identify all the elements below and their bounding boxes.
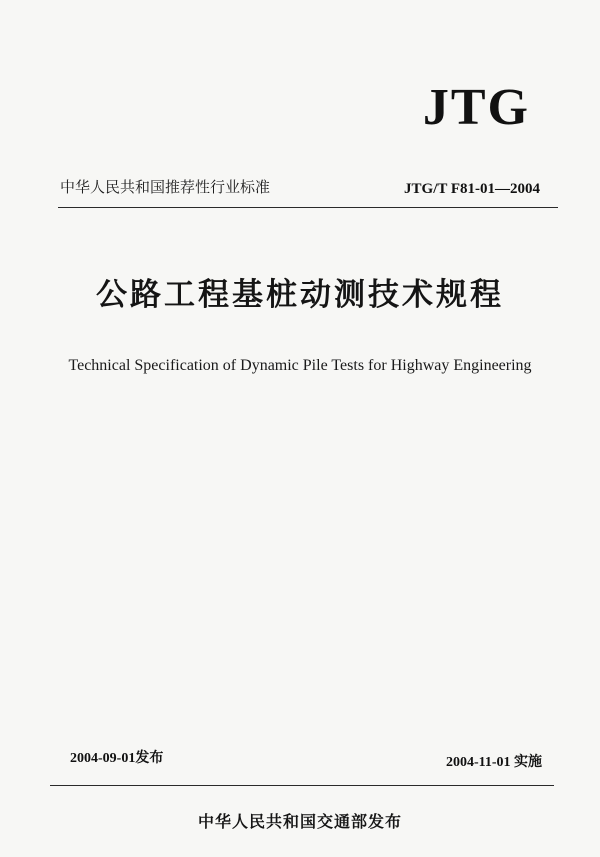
standard-category-label: 中华人民共和国推荐性行业标准 xyxy=(60,178,271,196)
publisher: 中华人民共和国交通部发布 xyxy=(197,812,402,831)
jtg-logo: JTG xyxy=(422,79,530,136)
issue-date: 2004-09-01 xyxy=(70,751,136,766)
implementation-date-line xyxy=(446,753,542,772)
issue-date-line xyxy=(70,749,163,768)
issue-label: 发布 xyxy=(135,750,164,766)
footer-divider xyxy=(50,785,554,786)
implementation-date: 2004-11-01 xyxy=(445,755,511,770)
header-divider xyxy=(58,207,558,208)
implementation-label: 实施 xyxy=(514,754,542,770)
standard-code: JTG/T F81-01—2004 xyxy=(404,181,540,197)
document-title-english: Technical Specification of Dynamic Pile Tests for Highway Engineering xyxy=(68,357,532,374)
document-title-chinese: 公路工程基桩动测技术规程 xyxy=(96,277,504,313)
